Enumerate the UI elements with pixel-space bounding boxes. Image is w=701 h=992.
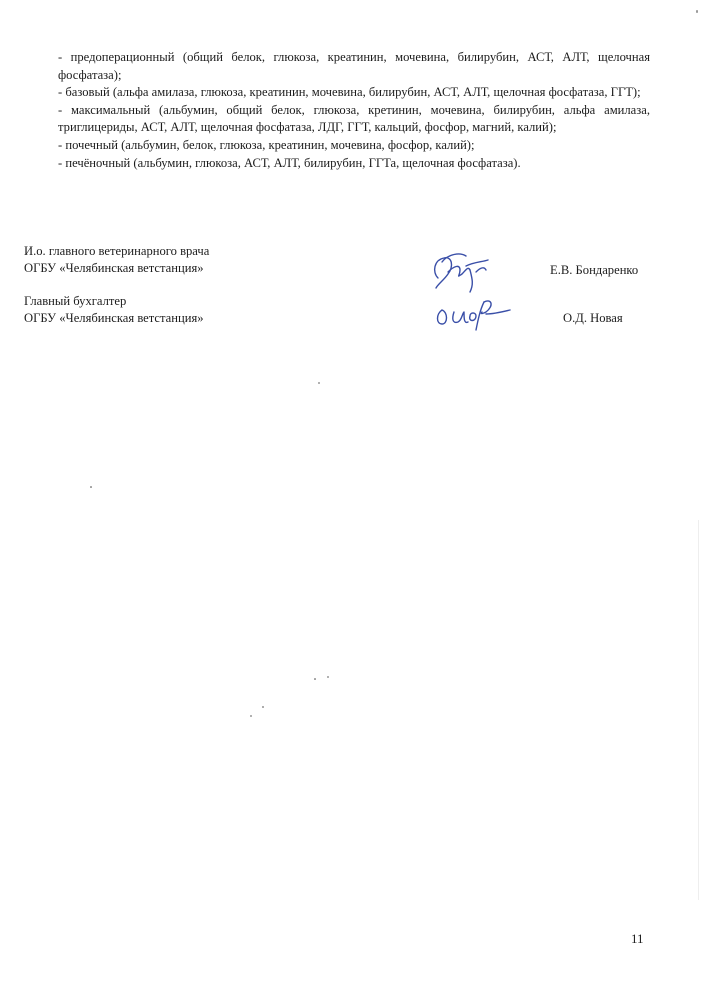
list-item: - предоперационный (общий белок, глюкоза, креатинин, мочевина, билирубин, АСТ, АЛТ, щелочная фосфатаза); [58, 50, 650, 82]
list-item: - максимальный (альбумин, общий белок, глюкоза, кретинин, мочевина, билирубин, альфа амилаза, триглицериды, АСТ, АЛТ, щелочная фосфатаза, ЛДГ, ГГТ, кальций, фосфор, магний, калий); [58, 102, 650, 135]
scan-speck [318, 382, 320, 384]
scan-speck [250, 715, 252, 717]
page-number: 11 [631, 931, 644, 946]
signatory-organization: ОГБУ «Челябинская ветстанция» [24, 261, 204, 275]
signatory-organization: ОГБУ «Челябинская ветстанция» [24, 311, 204, 325]
scan-edge [698, 520, 699, 900]
scan-speck [314, 678, 316, 680]
list-item: - базовый (альфа амилаза, глюкоза, креатинин, мочевина, билирубин, АСТ, АЛТ, щелочная фосфатаза, ГГТ); [58, 85, 641, 100]
signatory-name: Е.В. Бондаренко [550, 263, 639, 277]
handwritten-signature-bondarenko [426, 248, 498, 296]
signatory-position: И.о. главного ветеринарного врача [24, 244, 210, 258]
signatory-chief-vet [24, 243, 209, 277]
list-item: - печёночный (альбумин, глюкоза, АСТ, АЛТ, билирубин, ГГТа, щелочная фосфатаза). [58, 155, 521, 170]
handwritten-signature-novaya [432, 296, 516, 332]
signatory-position: Главный бухгалтер [24, 294, 127, 308]
scan-speck [696, 10, 698, 13]
signatory-name: О.Д. Новая [563, 311, 623, 325]
scan-speck [262, 706, 264, 708]
test-panel-list [58, 49, 650, 172]
signatory-chief-accountant [24, 293, 204, 327]
scan-speck [327, 676, 329, 678]
scan-speck [90, 486, 92, 488]
list-item: - почечный (альбумин, белок, глюкоза, креатинин, мочевина, фосфор, калий); [58, 137, 475, 152]
